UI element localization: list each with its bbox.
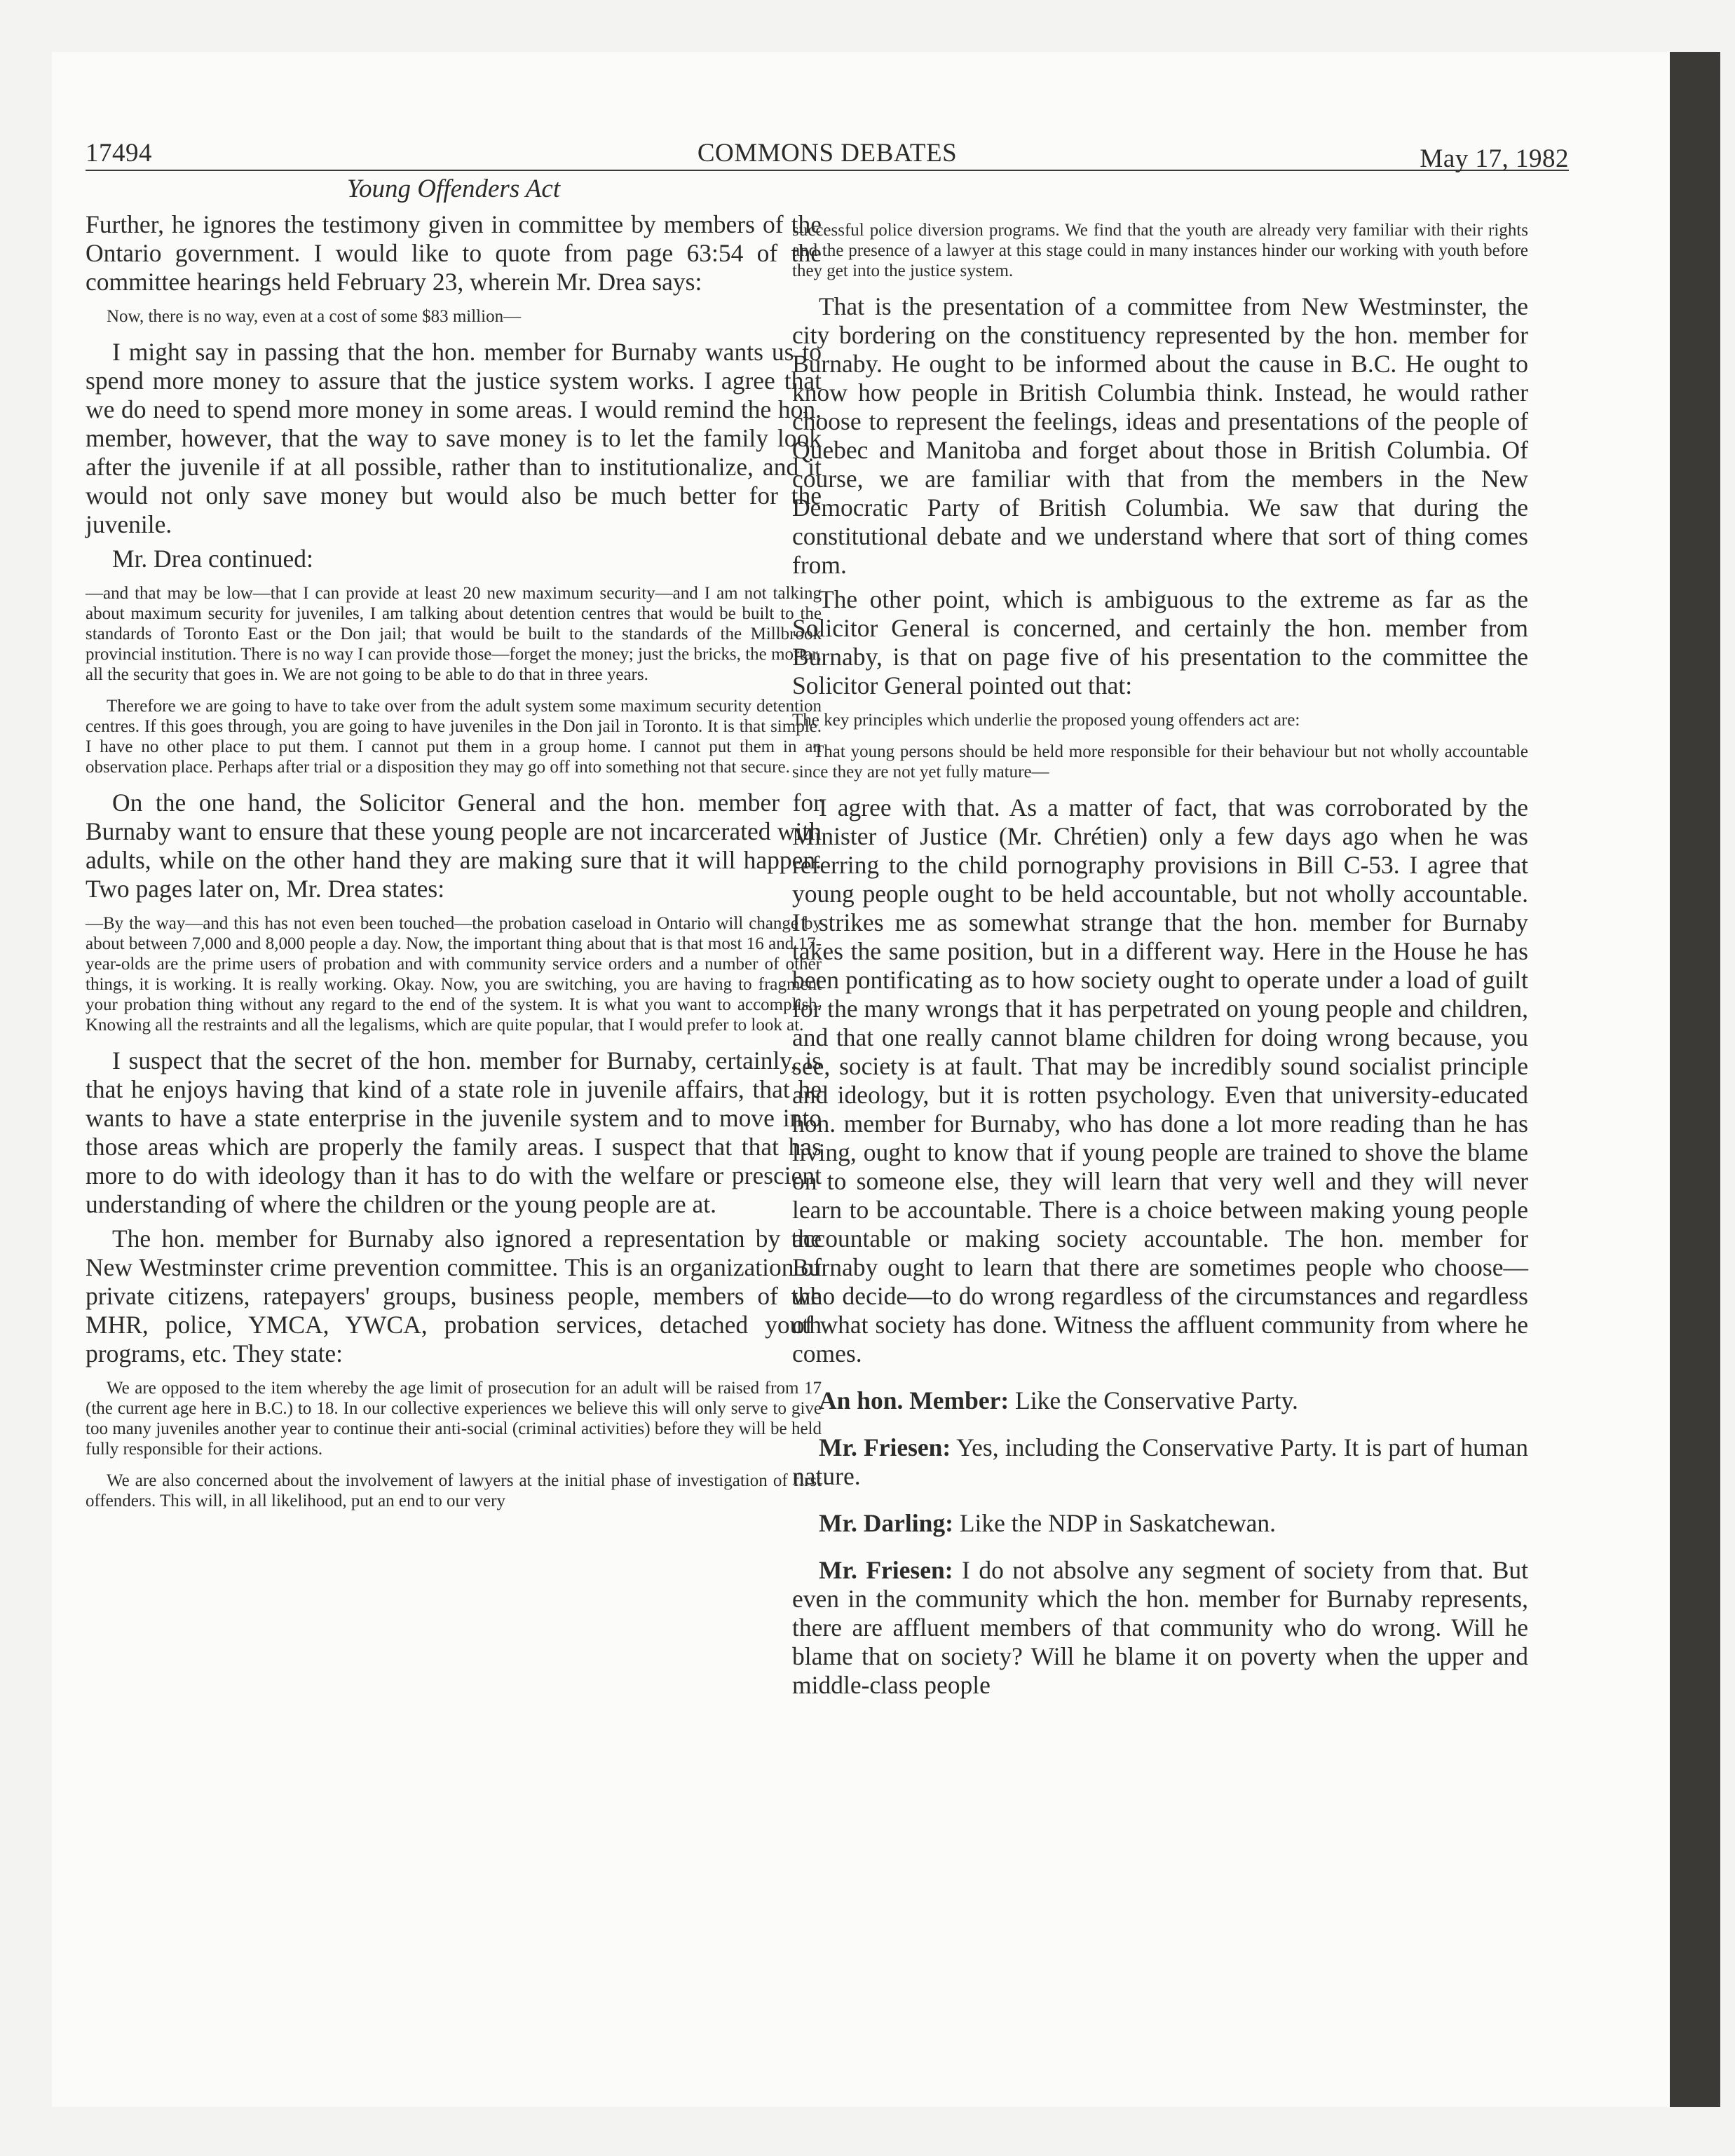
- speech-text: Like the Conservative Party.: [1009, 1386, 1298, 1414]
- speech-text: I do not absolve any segment of society from that. But even in the community which the hon. member for Burnaby represents, there are affluent members of that community who do wrong. Will he blame that on society? Will he blame it on poverty when the upper and middle-class people: [792, 1556, 1528, 1699]
- speaker-name: Mr. Friesen:: [819, 1433, 951, 1461]
- body-paragraph: The hon. member for Burnaby also ignored a representation by the New Westminster crime prevention committee. This is an organization of private citizens, ratepayers' groups, business people, members of the MHR, police, YMCA, YWCA, probation services, detached youth programs, etc. They state:: [86, 1224, 822, 1367]
- block-quote: That young persons should be held more responsible for their behaviour but not wholly accountable since they are not yet fully mature—: [792, 742, 1528, 782]
- running-subject-heading: Young Offenders Act: [346, 175, 561, 203]
- speaker-name: Mr. Friesen:: [819, 1556, 953, 1584]
- speech-paragraph: [792, 1386, 1528, 1415]
- right-column: [792, 210, 1528, 1714]
- page-number: 17494: [86, 139, 152, 168]
- body-paragraph: Further, he ignores the testimony given in committee by members of the Ontario government. I would like to quote from page 63:54 of the committee hearings held February 23, wherein Mr. Drea says:: [86, 210, 822, 296]
- block-quote: —By the way—and this has not even been touched—the probation caseload in Ontario will change by about between 7,000 and 8,000 people a day. Now, the important thing about that is that most 16 and 17-year-olds are the prime users of probation and with community service orders and a number of other things, it is working. It is really working. Okay. Now, you are switching, you are having to fragment your probation thing without any regard to the end of the system. It is what you want to accomplish. Knowing all the restraints and all the legalisms, which are quite popular, that I would prefer to look at.: [86, 914, 822, 1035]
- block-quote: —and that may be low—that I can provide at least 20 new maximum security—and I am not talking about maximum security for juveniles, I am talking about detention centres that would be built to the standards of Toronto East or the Don jail; that would be built to the standards of the Millbrook provincial institution. There is no way I can provide those—forget the money; just the bricks, the mortar, all the security that goes in. We are not going to be able to do that in three years.: [86, 584, 822, 684]
- speech-paragraph: [792, 1556, 1528, 1700]
- block-quote: We are also concerned about the involvement of lawyers at the initial phase of investigation of first offenders. This will, in all likelihood, put an end to our very: [86, 1471, 822, 1510]
- block-quote: successful police diversion programs. We find that the youth are already very familiar with their rights and the presence of a lawyer at this stage could in many instances hinder our working with youth before they get into the justice system.: [792, 221, 1528, 280]
- block-quote: Therefore we are going to have to take over from the adult system some maximum security detention centres. If this goes through, you are going to have juveniles in the Don jail in Toronto. It is that simple. I have no other place to put them. I cannot put them in a group home. I cannot put them in an observation place. Perhaps after trial or a disposition they may go off into something not that secure.: [86, 697, 822, 777]
- scan-edge-shadow: [1670, 52, 1720, 2107]
- publication-title: COMMONS DEBATES: [697, 139, 958, 168]
- body-paragraph: On the one hand, the Solicitor General and the hon. member for Burnaby want to ensure that these young people are not incarcerated with adults, while on the other hand they are making sure that it will happen. Two pages later on, Mr. Drea states:: [86, 789, 822, 903]
- speaker-name: An hon. Member:: [819, 1386, 1009, 1414]
- speech-text: Like the NDP in Saskatchewan.: [953, 1509, 1277, 1537]
- body-paragraph: The other point, which is ambiguous to the extreme as far as the Solicitor General is concerned, and certainly the hon. member from Burnaby, is that on page five of his presentation to the committee the Solicitor General pointed out that:: [792, 585, 1528, 700]
- body-paragraph: I might say in passing that the hon. member for Burnaby wants us to spend more money to assure that the justice system works. I agree that we do need to spend more money in some areas. I would remind the hon. member, however, that the way to save money is to let the family look after the juvenile if at all possible, rather than to institutionalize, and it would not only save money but would also be much better for the juvenile.: [86, 338, 822, 538]
- page-header: [86, 121, 1569, 171]
- speech-text: Yes, including the Conservative Party. It is part of human nature.: [792, 1433, 1528, 1490]
- body-paragraph: Mr. Drea continued:: [112, 545, 313, 573]
- publication-date: May 17, 1982: [1420, 144, 1569, 173]
- speech-paragraph: [792, 1433, 1528, 1491]
- left-column: [86, 210, 822, 1522]
- block-quote: The key principles which underlie the proposed young offenders act are:: [792, 711, 1300, 730]
- block-quote: We are opposed to the item whereby the age limit of prosecution for an adult will be raised from 17 (the current age here in B.C.) to 18. In our collective experiences we believe this will only serve to give too many juveniles another year to continue their anti-social (criminal activities) before they will be held fully responsible for their actions.: [86, 1379, 822, 1459]
- speech-paragraph: [792, 1509, 1528, 1538]
- body-paragraph: I agree with that. As a matter of fact, that was corroborated by the Minister of Justice (Mr. Chrétien) only a few days ago when he was referring to the child pornography provisions in Bill C-53. I agree that young people ought to be held accountable, but not wholly accountable. It strikes me as somewhat strange that the hon. member for Burnaby takes the same position, but in a different way. Here in the House he has been pontificating as to how society ought to operate under a load of guilt for the many wrongs that it has perpetrated on young people and children, and that one really cannot blame children for doing wrong because, you see, society is at fault. That may be incredibly sound socialist principle and ideology, but it is rotten psychology. Even that university-educated hon. member for Burnaby, who has done a lot more reading than he has living, ought to know that if young people are trained to shove the blame on to someone else, they will learn that very well and they will never learn to be accountable. There is a choice between making young people accountable or making society accountable. The hon. member for Burnaby ought to learn that there are sometimes people who choose—who decide—to do wrong regardless of the circumstances and regardless of what society has done. Witness the affluent community from where he comes.: [792, 793, 1528, 1367]
- body-paragraph: I suspect that the secret of the hon. member for Burnaby, certainly, is that he enjoys having that kind of a state role in juvenile affairs, that he wants to have a state enterprise in the juvenile system and to move into those areas which are properly the family areas. I suspect that that has more to do with ideology than it has to do with the welfare or prescient understanding of where the children or the young people are at.: [86, 1046, 822, 1218]
- body-paragraph: That is the presentation of a committee from New Westminster, the city bordering on the constituency represented by the hon. member for Burnaby. He ought to be informed about the cause in B.C. He ought to know how people in British Columbia think. Instead, he would rather choose to represent the feelings, ideas and presentations of the people of Quebec and Manitoba and forget about those in British Columbia. Of course, we are familiar with that from the members in the New Democratic Party of British Columbia. We saw that during the constitutional debate and we understand where that sort of thing comes from.: [792, 292, 1528, 579]
- speaker-name: Mr. Darling:: [819, 1509, 953, 1537]
- block-quote: Now, there is no way, even at a cost of some $83 million—: [107, 307, 522, 326]
